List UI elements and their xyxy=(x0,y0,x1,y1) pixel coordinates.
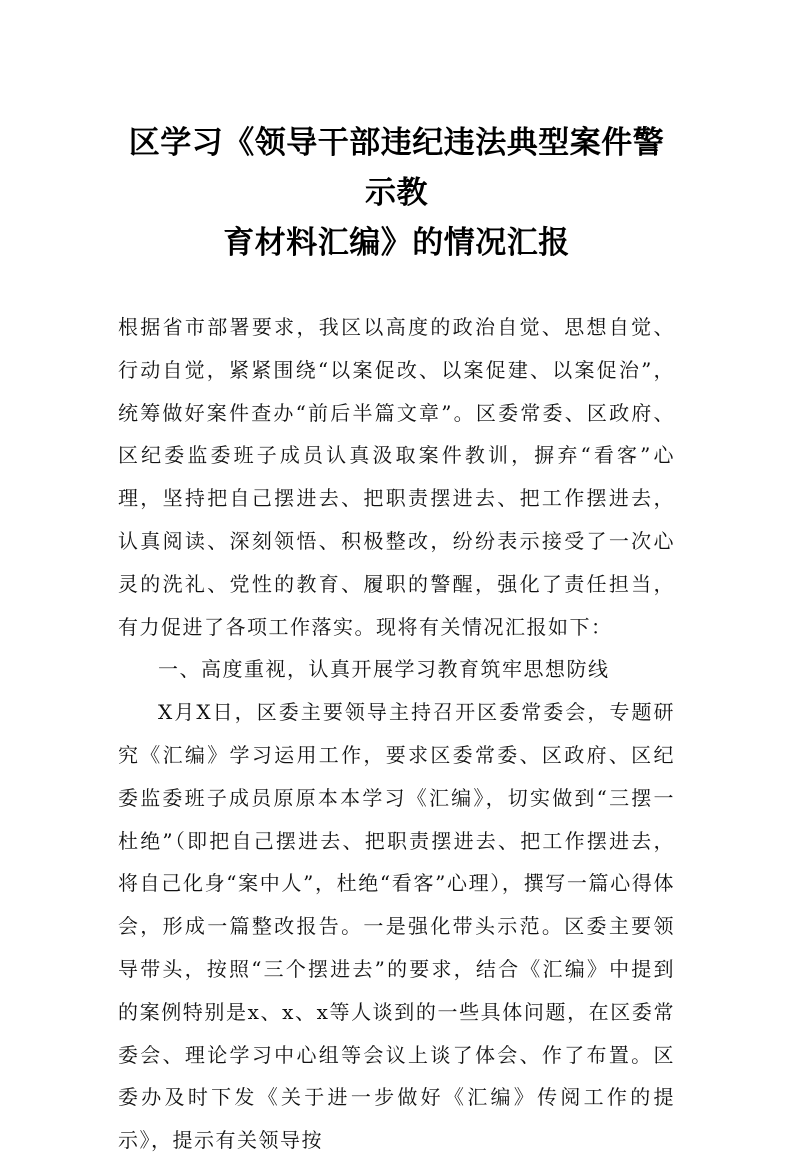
document-body xyxy=(118,306,675,1162)
title-line-1: 区学习《领导干部违纪违法典型案件警示教 xyxy=(128,125,665,211)
title-line-2: 育材料汇编》的情况汇报 xyxy=(223,225,570,261)
section-1-paragraph: X月X日，区委主要领导主持召开区委常委会，专题研究《汇编》学习运用工作，要求区委常委、区政府、区纪委监委班子成员原原本本学习《汇编》，切实做到“三摆一杜绝”（即把自己摆进去、把职责摆进去、把工作摆进去，将自己化身“案中人”，杜绝“看客”心理），撰写一篇心得体会，形成一篇整改报告。一是强化带头示范。区委主要领导带头，按照“三个摆进去”的要求，结合《汇编》中提到的案例特别是x、x、x等人谈到的一些具体问题，在区委常委会、理论学习中心组等会议上谈了体会、作了布置。区委办及时下发《关于进一步做好《汇编》传阅工作的提示》，提示有关领导按 xyxy=(118,700,675,1153)
intro-paragraph: 根据省市部署要求，我区以高度的政治自觉、思想自觉、行动自觉，紧紧围绕“以案促改、以案促建、以案促治”，统筹做好案件查办“前后半篇文章”。区委常委、区政府、区纪委监委班子成员认真汲取案件教训，摒弃“看客”心理，坚持把自己摆进去、把职责摆进去、把工作摆进去，认真阅读、深刻领悟、积极整改，纷纷表示接受了一次心灵的洗礼、党性的教育、履职的警醒，强化了责任担当，有力促进了各项工作落实。现将有关情况汇报如下： xyxy=(118,315,675,639)
document-title xyxy=(118,118,675,268)
section-heading-1: 一、高度重视，认真开展学习教育筑牢思想防线 xyxy=(158,657,610,682)
